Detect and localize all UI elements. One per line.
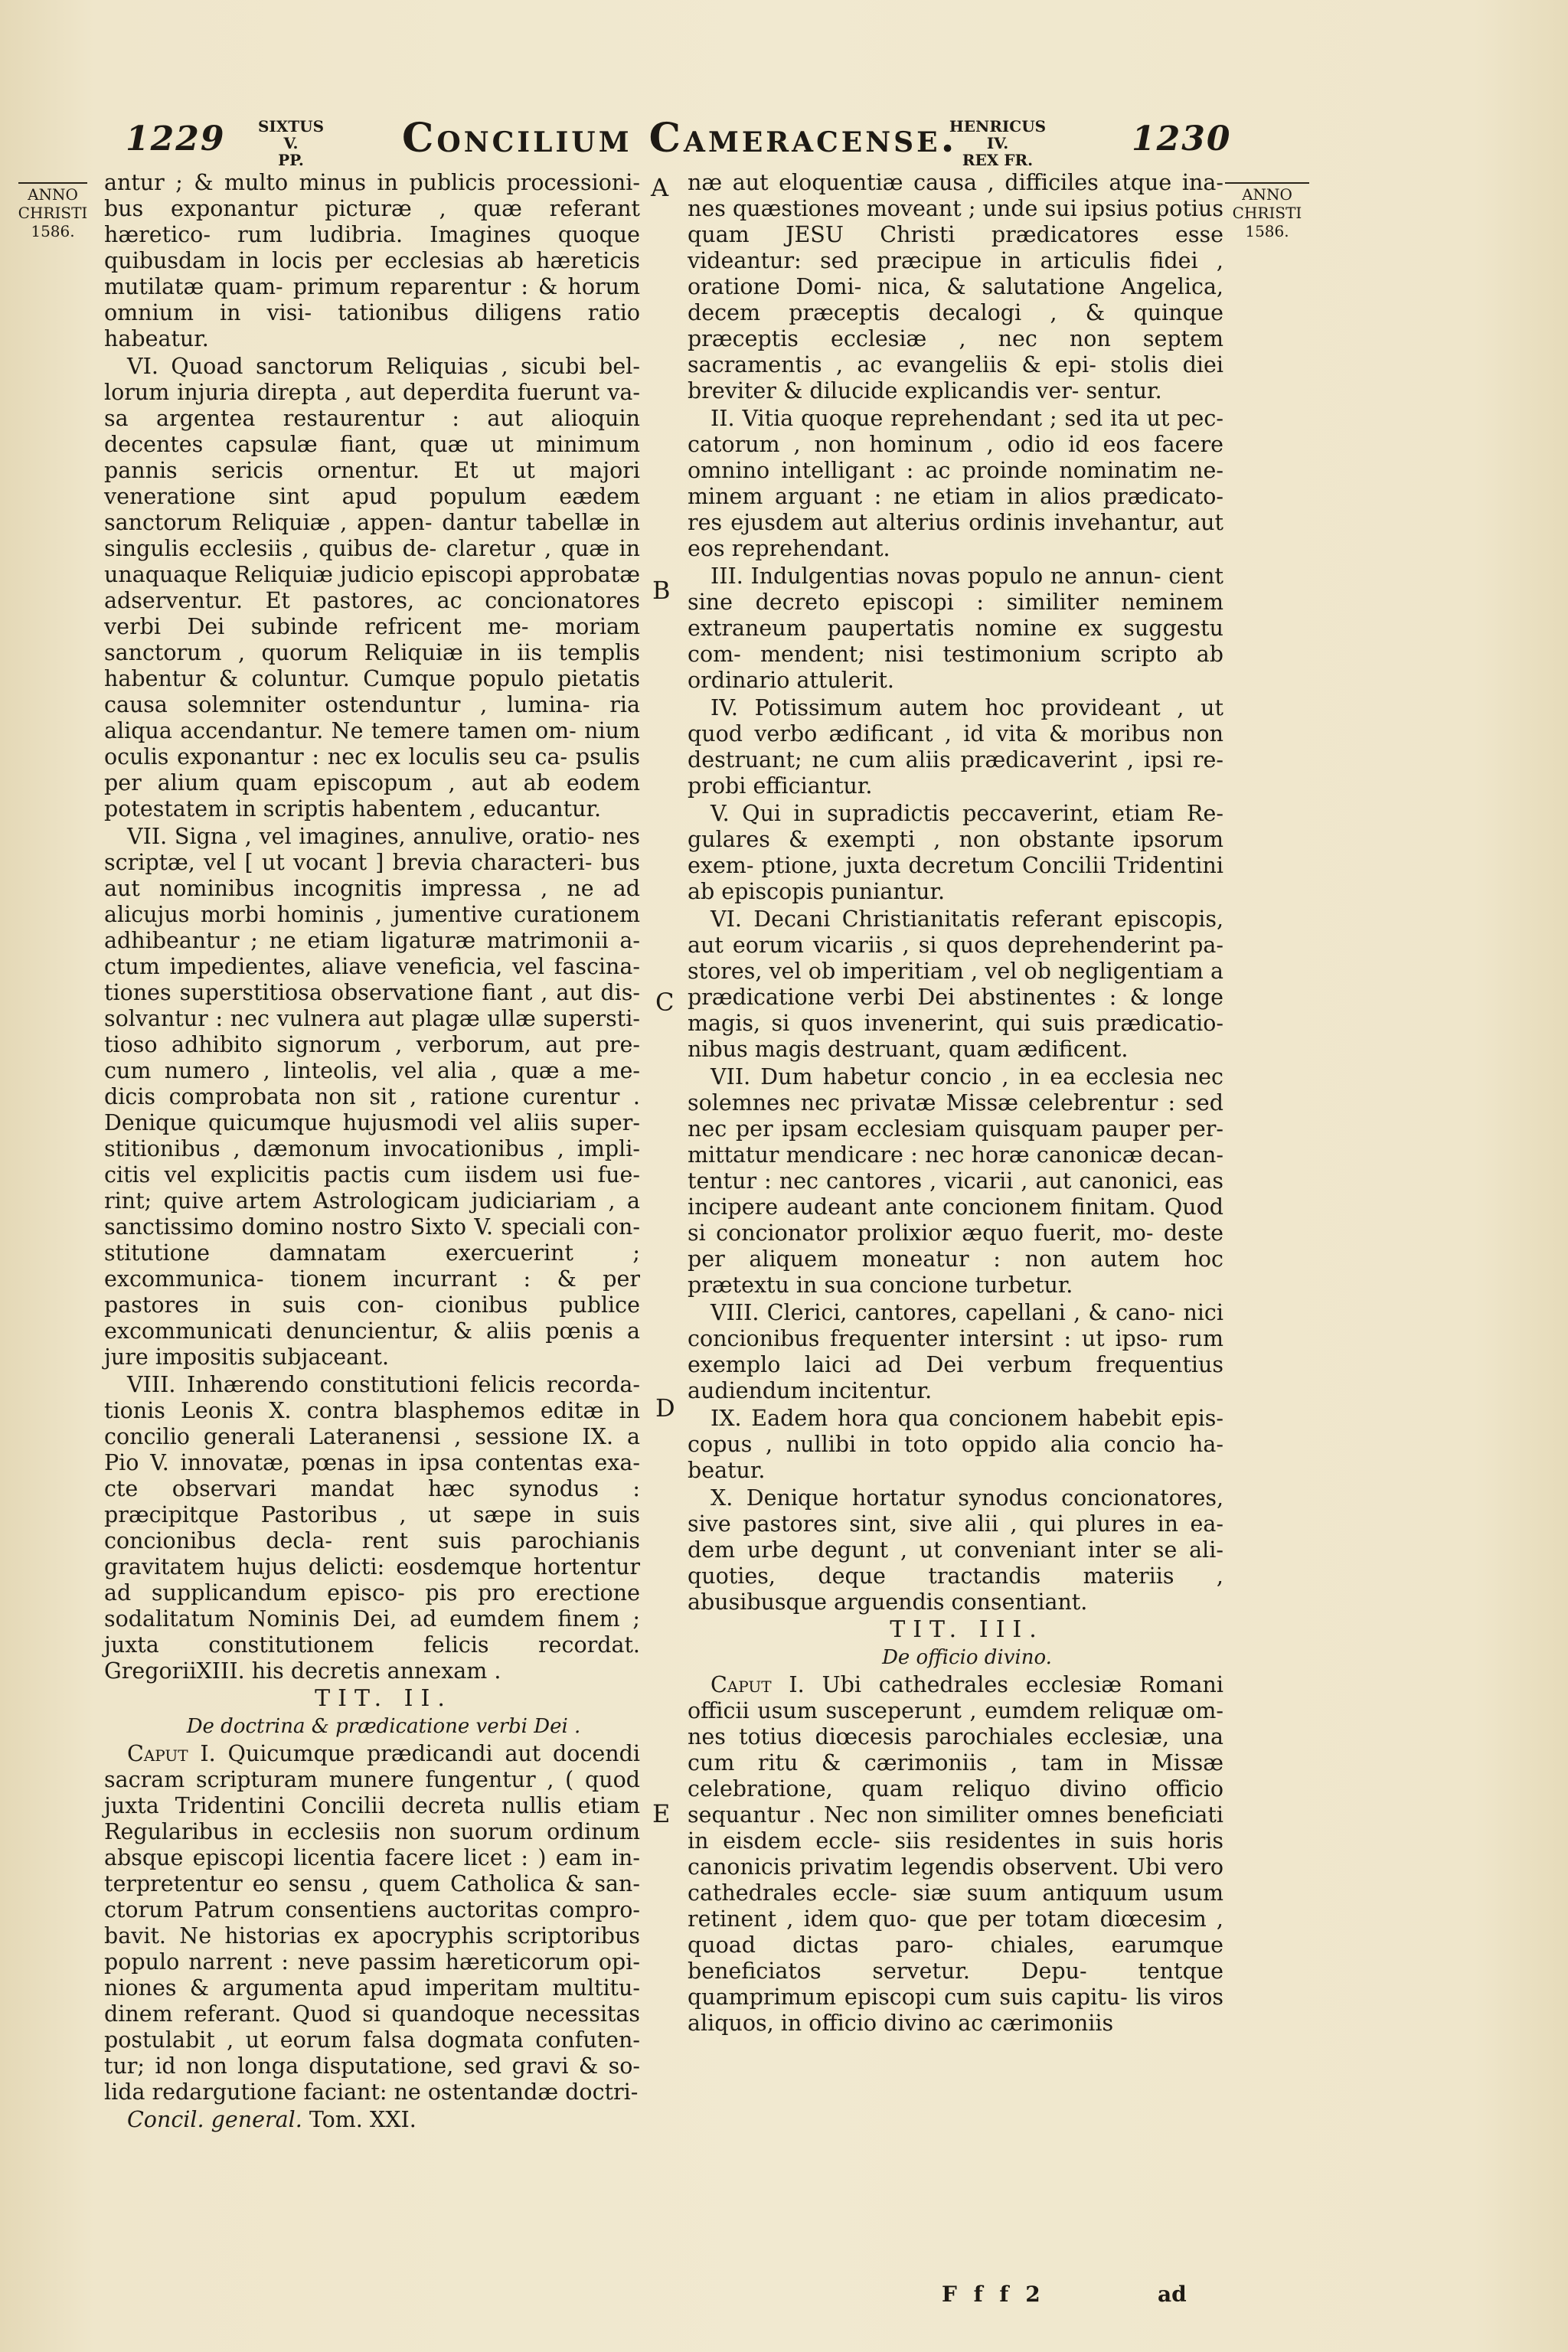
section-letter-a: A (651, 173, 669, 202)
right-column (688, 170, 1223, 2038)
paragraph: VIII. Inhærendo constitutioni felicis recorda- tionis Leonis X. contra blasphemos editæ in concilio generali Lateranensi , sessione IX. a Pio V. innovatæ, pœnas in ipsa contentas exa- cte observari mandat hæc synodus : præcipitque Pastoribus , ut sæpe in suis concionibus decla- rent suis parochianis gravitatem hujus delicti: eosdemque hortentur ad supplicandum episco- pis pro erectione sodalitatum Nominis Dei, ad eumdem finem ; juxta constitutionem felicis recordat. GregoriiXIII. his decretis annexam . (104, 1372, 640, 1684)
paragraph: VIII. Clerici, cantores, capellani , & cano- nici concionibus frequenter intersint : ut ipso- rum exemplo laici ad Dei verbum frequentius audiendum incitentur. (688, 1300, 1223, 1403)
paragraph: VI. Quoad sanctorum Reliquias , sicubi bel- lorum injuria direpta , aut deperdita fuerunt va- sa argentea restaurentur : aut alioquin decentes capsulæ fiant, quæ ut minimum pannis sericis ornentur. Et ut majori veneratione sint apud populum eædem sanctorum Reliquiæ , appen- dantur tabellæ in singulis ecclesiis , quibus de- claretur , quæ in unaquaque Reliquiæ judicio episcopi approbatæ adserventur. Et pastores, ac concionatores verbi Dei subinde refricent me- moriam sanctorum , quorum Reliquiæ in iis templis habentur & coluntur. Cumque populo pietatis causa solemniter ostenduntur , lumina- ria aliqua accendantur. Ne temere tamen om- nium oculis exponantur : nec ex loculis seu ca- psulis per alium quam episcopum , aut ab eodem potestatem in scriptis habentem , educantur. (104, 354, 640, 822)
caput-text: Ubi cathedrales ecclesiæ Romani officii usum susceperunt , eumdem reliquæ om- nes totius diœcesis parochiales ecclesiæ, una cum ritu & cærimoniis , tam in Missæ celebratione, quam reliquo divino officio sequantur . Nec non similiter omnes beneficiati in eisdem eccle- siis residentes in suis horis canonicis privatim legendis observent. Ubi vero cathedrales eccle- siæ suum antiquum usum retinent , idem quo- que per totam diœcesim , quoad dictas paro- chiales, earumque beneficiatos servetur. Depu- tentque quamprimum episcopi cum suis capitu- lis viros aliquos, in officio divino ac cærimoniis (688, 1672, 1223, 2036)
caput-text: Quicumque prædicandi aut docendi sacram scripturam munere fungentur , ( quod juxta Tridentini Concilii decreta nullis etiam Regularibus in ecclesiis non suorum ordinum absque episcopi licentia facere licet : ) eam in- terpretentur eo sensu , quem Catholica & san- ctorum Patrum consentiens auctoritas compro- bavit. Ne historias ex apocryphis scriptoribus populo narrent : neve passim hæreticorum opi- niones & argumenta apud imperitam multitu- dinem referant. Quod si quandoque necessitas postulabit , ut eorum falsa dogmata confuten- tur; id non longa disputatione, sed gravi & so- lida redargutione faciant: ne ostentandæ doctri- (104, 1741, 640, 2105)
paragraph: IX. Eadem hora qua concionem habebit epis- copus , nullibi in toto oppido alia concio ha- beatur. (688, 1406, 1223, 1483)
left-column (104, 170, 640, 2135)
paragraph: VI. Decani Christianitatis referant episcopis, aut eorum vicariis , si quos deprehenderint pa- stores, vel ob imperitiam , vel ob negligentiam a prædicatione verbi Dei abstinentes : & longe magis, si quos invenerint, qui suis prædicatio- nibus magis destruant, quam ædificent. (688, 906, 1223, 1062)
margin-note-left: ANNO CHRISTI 1586. (11, 182, 95, 240)
caput-label: Caput I. (710, 1672, 805, 1697)
running-header (0, 115, 1568, 176)
paragraph: næ aut eloquentiæ causa , difficiles atque ina- nes quæstiones moveant ; unde sui ipsius potius quam JESU Christi prædicatores esse videantur: sed præcipue in articulis fidei , oratione Domi- nica, & salutatione Angelica, decem præceptis decalogi , & quinque præceptis ecclesiæ , nec non septem sacramentis , ac evangeliis & epi- stolis diei breviter & dilucide explicandis ver- sentur. (688, 170, 1223, 403)
margin-rule (1225, 182, 1309, 184)
paragraph: V. Qui in supradictis peccaverint, etiam Re- gulares & exempti , non obstante ipsorum exem- ptione, juxta decretum Concilii Tridentini ab episcopis puniantur. (688, 801, 1223, 904)
paragraph: antur ; & multo minus in publicis processioni- bus exponantur picturæ , quæ referant hæretico- rum ludibria. Imagines quoque quibusdam in locis per ecclesias ab hæreticis mutilatæ quam- primum reparentur : & horum omnium in visi- tationibus diligens ratio habeatur. (104, 170, 640, 351)
running-head-king: HENRICUS IV. REX FR. (949, 117, 1047, 169)
paragraph: VII. Signa , vel imagines, annulive, oratio- nes scriptæ, vel [ ut vocant ] brevia characteri- bus aut nominibus incognitis impressa , ne ad alicujus morbi hominis , jumentive curationem adhibeantur ; ne etiam ligaturæ matrimonii a- ctum impedientes, aliave veneficia, vel fascina- tiones superstitiosa observatione fiant , aut dis- solvantur : nec vulnera aut plagæ ullæ supersti- tioso adhibito signorum , verborum, aut pre- cum numero , linteolis, vel alia , quæ a me- dicis comprobata non sit , ratione curentur . Denique quicumque hujusmodi vel aliis super- stitionibus , dæmonum invocationibus , impli- citis vel explicitis pactis cum iisdem usi fue- rint; quive artem Astrologicam judiciariam , a sanctissimo domino nostro Sixto V. speciali con- stitutione damnatam exercuerint ; excommunica- tionem incurrant : & per pastores in suis con- cionibus publice excommunicati denuncientur, & aliis pœnis a jure impositis subjaceant. (104, 824, 640, 1370)
catchword: ad (1158, 2282, 1187, 2307)
signature-mark: F f f 2 (942, 2282, 1045, 2307)
section-letter-c: C (655, 988, 675, 1017)
section-letter-b: B (652, 576, 671, 605)
section-letter-d: D (655, 1393, 675, 1423)
section-subtitle: De doctrina & prædicatione verbi Dei . (186, 1715, 581, 1738)
section-subtitle: De officio divino. (882, 1646, 1052, 1669)
caput-paragraph (688, 1672, 1223, 2037)
section-title: TIT. II. (315, 1685, 452, 1712)
margin-note-right: ANNO CHRISTI 1586. (1217, 182, 1317, 240)
caput-paragraph (104, 1741, 640, 2105)
paragraph: II. Vitia quoque reprehendant ; sed ita ut pec- catorum , non hominum , odio id eos facere omnino intelligant : ac proinde nominatim ne- minem arguant : ne etiam in alios prædicato- res ejusdem aut alterius ordinis invehantur, aut eos reprehendant. (688, 406, 1223, 561)
paragraph: VII. Dum habetur concio , in ea ecclesia nec solemnes nec privatæ Missæ celebrentur : sed nec per ipsam ecclesiam quisquam pauper per- mittatur mendicare : nec horæ canonicæ decan- tentur : nec cantores , vicarii , aut canonici, eas incipere audeant ante concionem finitam. Quod si concionator prolixior æquo fuerit, mo- deste per aliquem moneatur : non autem hoc prætextu in sua concione turbetur. (688, 1064, 1223, 1298)
paragraph: III. Indulgentias novas populo ne annun- cient sine decreto episcopi : similiter neminem extraneum paupertatis nomine ex suggestu com- mendent; nisi testimonium scripto ab ordinario attulerit. (688, 564, 1223, 693)
running-head-pope: SIXTUS V. PP. (257, 117, 325, 169)
section-letter-e: E (652, 1799, 671, 1828)
margin-rule (18, 182, 87, 184)
page-title: Concilium Cameracense. (402, 115, 958, 162)
section-title: TIT. III. (890, 1616, 1044, 1643)
caput-label: Caput I. (127, 1741, 216, 1766)
paragraph: X. Denique hortatur synodus concionatores, sive pastores sint, sive alii , qui plures in ea- dem urbe degunt , ut conveniant inter se ali- quoties, deque tractandis materiis , abusibusque arguendis consentiant. (688, 1485, 1223, 1615)
paragraph: IV. Potissimum autem hoc provideant , ut quod verbo ædificant , id vita & moribus non destruant; ne cum aliis prædicaverint , ipsi re- probi efficiantur. (688, 695, 1223, 799)
volume-footer: Concil. general. Tom. XXI. (127, 2107, 416, 2132)
page-number-right: 1230 (1132, 119, 1232, 158)
page-number-left: 1229 (126, 119, 226, 158)
